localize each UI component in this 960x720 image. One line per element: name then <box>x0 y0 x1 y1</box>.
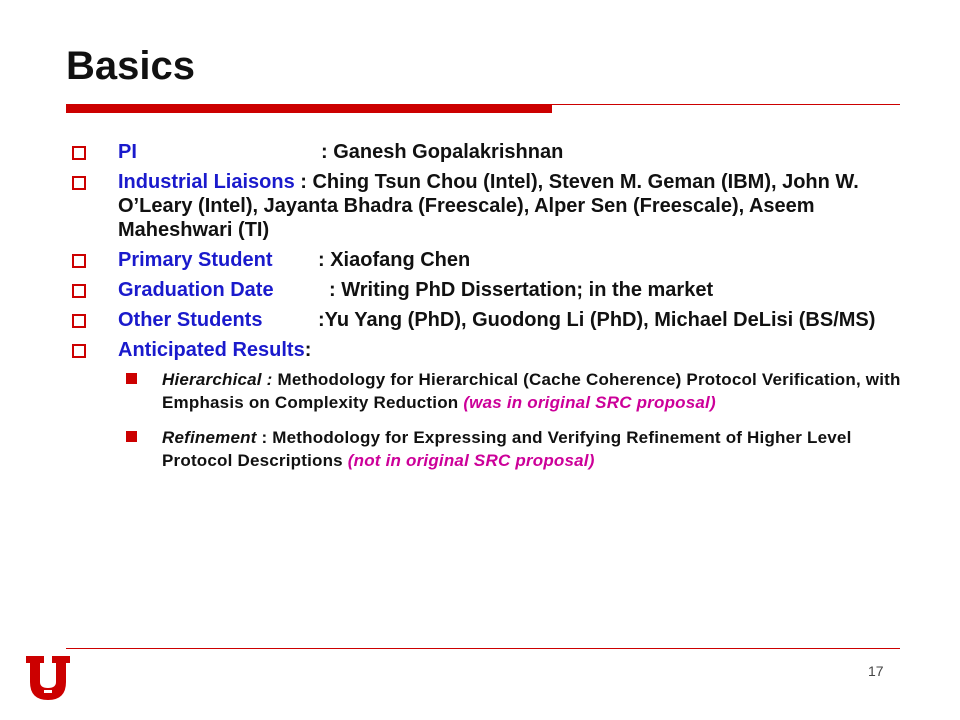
bullet-industrial-liaisons <box>72 170 902 242</box>
hollow-square-icon <box>72 284 86 298</box>
footer-divider <box>66 648 900 649</box>
filled-square-icon <box>126 431 137 442</box>
block-u-logo-icon <box>24 654 72 702</box>
bullet-anticipated-results <box>72 338 902 362</box>
bullet-text: :Yu Yang (PhD), Guodong Li (PhD), Michael DeLisi (BS/MS) <box>318 309 876 331</box>
hollow-square-icon <box>72 176 86 190</box>
subbullet-text: : Methodology for Expressing and Verifying Refinement of Higher Level Protocol Descriptions <box>162 428 852 470</box>
bullet-label: Primary Student <box>118 249 273 271</box>
bullet-text: : <box>304 339 312 361</box>
subbullet-text: Methodology for Hierarchical (Cache Coherence) Protocol Verification, with Emphasis on Complexity Reduction <box>162 370 901 412</box>
hollow-square-icon <box>72 146 86 160</box>
slide-title: Basics <box>66 44 195 88</box>
subbullet-label: Refinement <box>162 428 257 447</box>
bullet-label: PI <box>118 141 137 163</box>
page-number: 17 <box>868 663 884 679</box>
hollow-square-icon <box>72 254 86 268</box>
subbullet-note: (not in original SRC proposal) <box>347 451 595 470</box>
subbullet-label: Hierarchical : <box>162 370 273 389</box>
bullet-text: : Xiaofang Chen <box>318 249 471 271</box>
title-underline-thick <box>66 104 552 113</box>
subbullet-hierarchical <box>162 368 902 414</box>
subbullet-note: (was in original SRC proposal) <box>463 393 716 412</box>
filled-square-icon <box>126 373 137 384</box>
slide-content <box>72 140 902 484</box>
subbullet-refinement <box>162 426 902 472</box>
bullet-pi <box>72 140 902 164</box>
bullet-primary-student <box>72 248 902 272</box>
bullet-label: Other Students <box>118 309 263 331</box>
bullet-label: Industrial Liaisons <box>118 171 295 193</box>
hollow-square-icon <box>72 344 86 358</box>
hollow-square-icon <box>72 314 86 328</box>
bullet-label: Anticipated Results <box>118 339 305 361</box>
title-underline-thin <box>552 104 900 105</box>
bullet-text: : Ching Tsun Chou (Intel), Steven M. Geman (IBM), John W. O’Leary (Intel), Jayanta Bhadra (Freescale), Alper Sen (Freescale), Aseem Maheshwari (TI) <box>118 171 859 241</box>
bullet-text: : Writing PhD Dissertation; in the market <box>329 279 714 301</box>
bullet-graduation-date <box>72 278 902 302</box>
bullet-label: Graduation Date <box>118 279 274 301</box>
bullet-other-students <box>72 308 902 332</box>
bullet-text: : Ganesh Gopalakrishnan <box>321 141 564 163</box>
